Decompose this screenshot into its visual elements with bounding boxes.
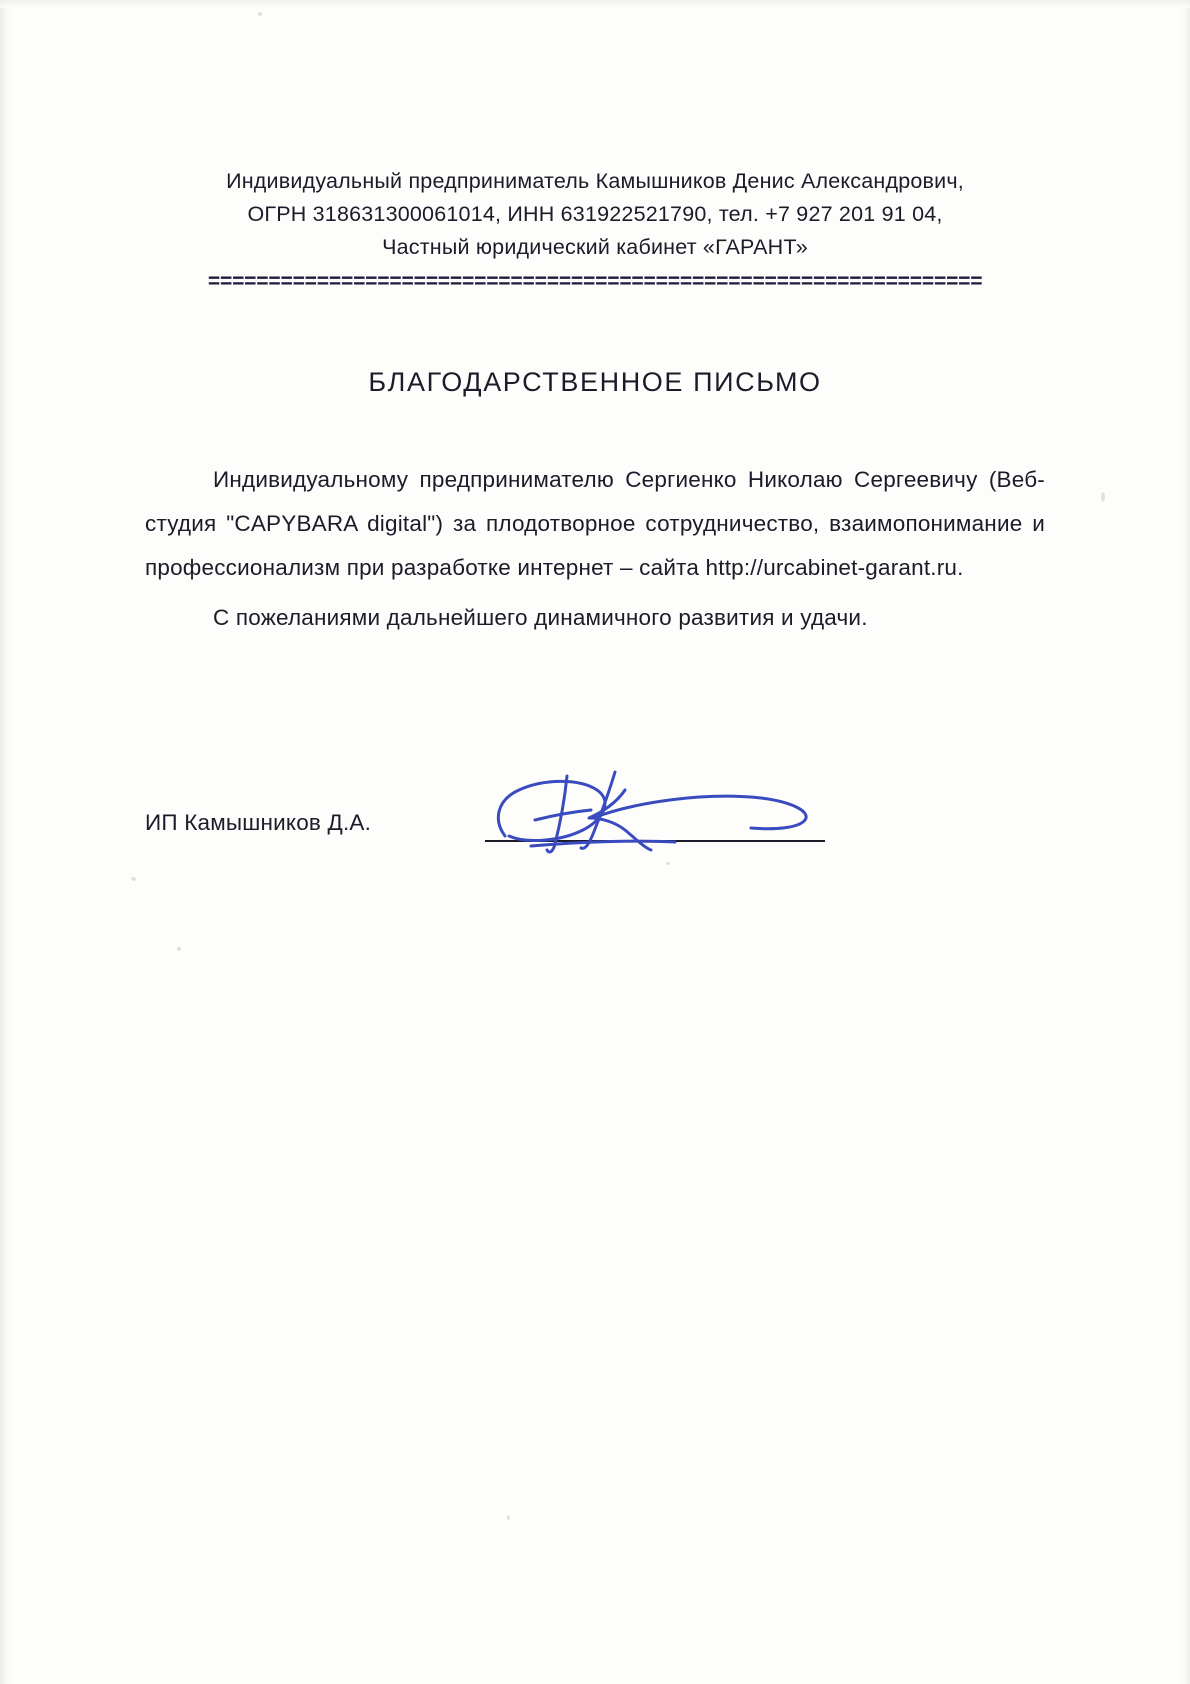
signatory-name: ИП Камышников Д.А. xyxy=(145,810,372,835)
letterhead-line-2: ОГРН 318631300061014, ИНН 631922521790, тел. +7 927 201 91 04, xyxy=(247,202,943,226)
horizontal-divider: ================================================================ xyxy=(207,272,983,295)
body-paragraph-2: С пожеланиями дальнейшего динамичного развития и удачи. xyxy=(213,605,868,630)
letterhead xyxy=(0,165,1190,264)
letterhead-line-1: Индивидуальный предприниматель Камышников Денис Александрович, xyxy=(226,169,964,193)
signature-line xyxy=(485,840,825,842)
letter-body xyxy=(145,458,1045,640)
scan-speck xyxy=(177,947,181,951)
body-paragraph-1: Индивидуальному предпринимателю Сергиенко Николаю Сергеевичу (Веб-студия "CAPYBARA digital") за плодотворное сотрудничество, взаимопонимание и профессионализм при разработке интернет – сайта http://urcabinet-garant.ru. xyxy=(145,467,1045,580)
letterhead-line-3: Частный юридический кабинет «ГАРАНТ» xyxy=(382,235,808,259)
scan-speck xyxy=(507,1515,510,1520)
handwritten-signature xyxy=(475,758,875,858)
signature-block xyxy=(145,758,1045,868)
scan-speck xyxy=(131,877,136,881)
page-title: БЛАГОДАРСТВЕННОЕ ПИСЬМО xyxy=(368,367,822,397)
